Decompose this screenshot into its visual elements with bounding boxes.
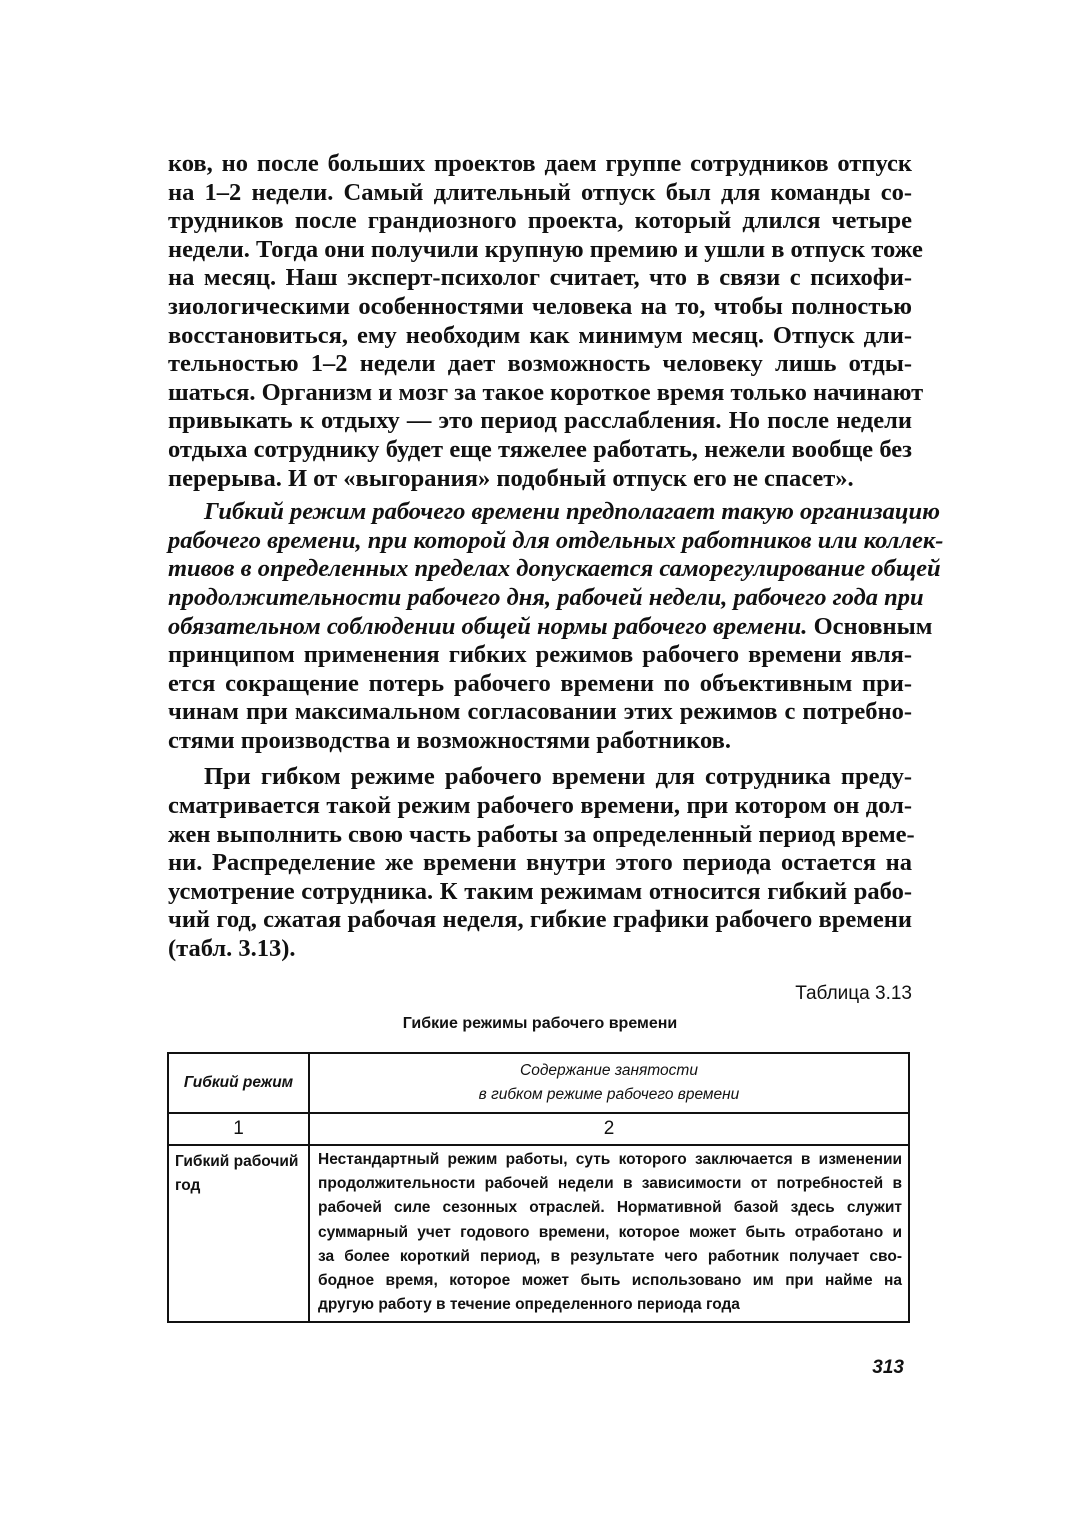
cell-line: продолжительности рабочей недели в зависимости от потребностей в (318, 1175, 902, 1193)
header-col-2-line-2: в гибком режиме рабочего времени (478, 1086, 740, 1103)
text-line: (табл. 3.13). (168, 935, 296, 963)
table-header-row (168, 1053, 909, 1113)
header-col-2 (309, 1053, 909, 1113)
text-line: стями производства и возможностями работников. (168, 726, 731, 754)
text-line: шаться. Организм и мозг за такое короткое время только начинают (168, 378, 924, 406)
flexible-modes-table (167, 1052, 910, 1323)
cell-line: другую работу в течение определенного периода года (318, 1296, 740, 1314)
row-mode-line-2: год (175, 1177, 201, 1194)
text-line: сматривается такой режим рабочего времени, при котором он дол- (168, 792, 912, 820)
text-line: принципом применения гибких режимов рабочего времени явля- (168, 641, 912, 669)
text-line: на 1–2 недели. Самый длительный отпуск был для команды со- (168, 178, 912, 206)
italic-line: продолжительности рабочего дня, рабочей недели, рабочего года при (168, 583, 924, 611)
table-title: Гибкие режимы рабочего времени (402, 1015, 678, 1032)
text-line: ни. Распределение же времени внутри этого периода остается на (168, 849, 912, 877)
cell-line: рабочей силе сезонных отраслей. Нормативной базой здесь служит (318, 1199, 902, 1217)
cell-line: бодное время, которое может быть использовано им при найме на (318, 1272, 902, 1290)
paragraph-2 (168, 498, 944, 755)
text-line: трудников после грандиозного проекта, который длился четыре (168, 207, 912, 235)
row-mode-line-1: Гибкий рабочий (175, 1153, 299, 1170)
text-line: чинам при максимальном согласовании этих режимов с потребно- (168, 698, 912, 726)
italic-line: рабочего времени, при которой для отдельных работников или коллек- (168, 526, 944, 554)
text-line: зиологическими особенностями человека на то, чтобы полностью (168, 292, 912, 320)
header-col-1: Гибкий режим (168, 1053, 309, 1113)
page-body (168, 150, 944, 964)
mixed-line (168, 612, 933, 642)
text-line: на месяц. Наш эксперт-психолог считает, что в связи с психофи- (168, 264, 912, 292)
italic-line: тивов в определенных пределах допускается саморегулирование общей (168, 555, 941, 583)
cell-line: суммарный учет годового времени, которое может быть отработано и (318, 1223, 902, 1241)
page-number: 313 (872, 1357, 904, 1378)
text-line: отдыха сотруднику будет еще тяжелее работать, нежели вообще без (168, 435, 912, 463)
text-line: восстановиться, ему необходим как минимум месяц. Отпуск дли- (168, 321, 912, 349)
italic-line: Гибкий режим рабочего времени предполагает такую организацию (204, 498, 940, 526)
text-line: ется сокращение потерь рабочего времени по объективным при- (168, 669, 912, 697)
table-number: Таблица 3.13 (795, 983, 912, 1004)
italic-fragment: обязательном соблюдении общей нормы рабочего времени. (168, 612, 808, 640)
text-line: ков, но после больших проектов даем группе сотрудников отпуск (168, 150, 912, 177)
table-number-row (168, 1113, 909, 1145)
table-row (168, 1145, 909, 1322)
cell-line: Нестандартный режим работы, суть которого заключается в изменении (318, 1151, 902, 1168)
row-content-cell (309, 1145, 909, 1322)
text-line: тельностью 1–2 недели дает возможность человеку лишь отды- (168, 350, 912, 378)
row-mode-cell (168, 1145, 309, 1322)
text-line: При гибком режиме рабочего времени для сотрудника преду- (204, 763, 912, 791)
text-line: чий год, сжатая рабочая неделя, гибкие графики рабочего времени (168, 906, 912, 934)
text-line: усмотрение сотрудника. К таким режимам относится гибкий рабо- (168, 877, 912, 905)
text-line: перерыва. И от «выгорания» подобный отпуск его не спасет». (168, 464, 854, 492)
regular-fragment: Основным (807, 612, 933, 640)
text-line: недели. Тогда они получили крупную премию и ушли в отпуск тоже (168, 235, 923, 263)
paragraph-3 (168, 763, 915, 963)
text-line: жен выполнить свою часть работы за определенный период време- (168, 820, 915, 848)
cell-line: за более короткий период, в результате чего работник получает сво- (318, 1247, 902, 1265)
text-line: привыкать к отдыху — это период расслабления. Но после недели (168, 407, 912, 435)
column-number-1: 1 (168, 1113, 309, 1145)
header-col-2-line-1: Содержание занятости (520, 1062, 698, 1079)
column-number-2: 2 (309, 1113, 909, 1145)
paragraph-1 (168, 150, 924, 493)
